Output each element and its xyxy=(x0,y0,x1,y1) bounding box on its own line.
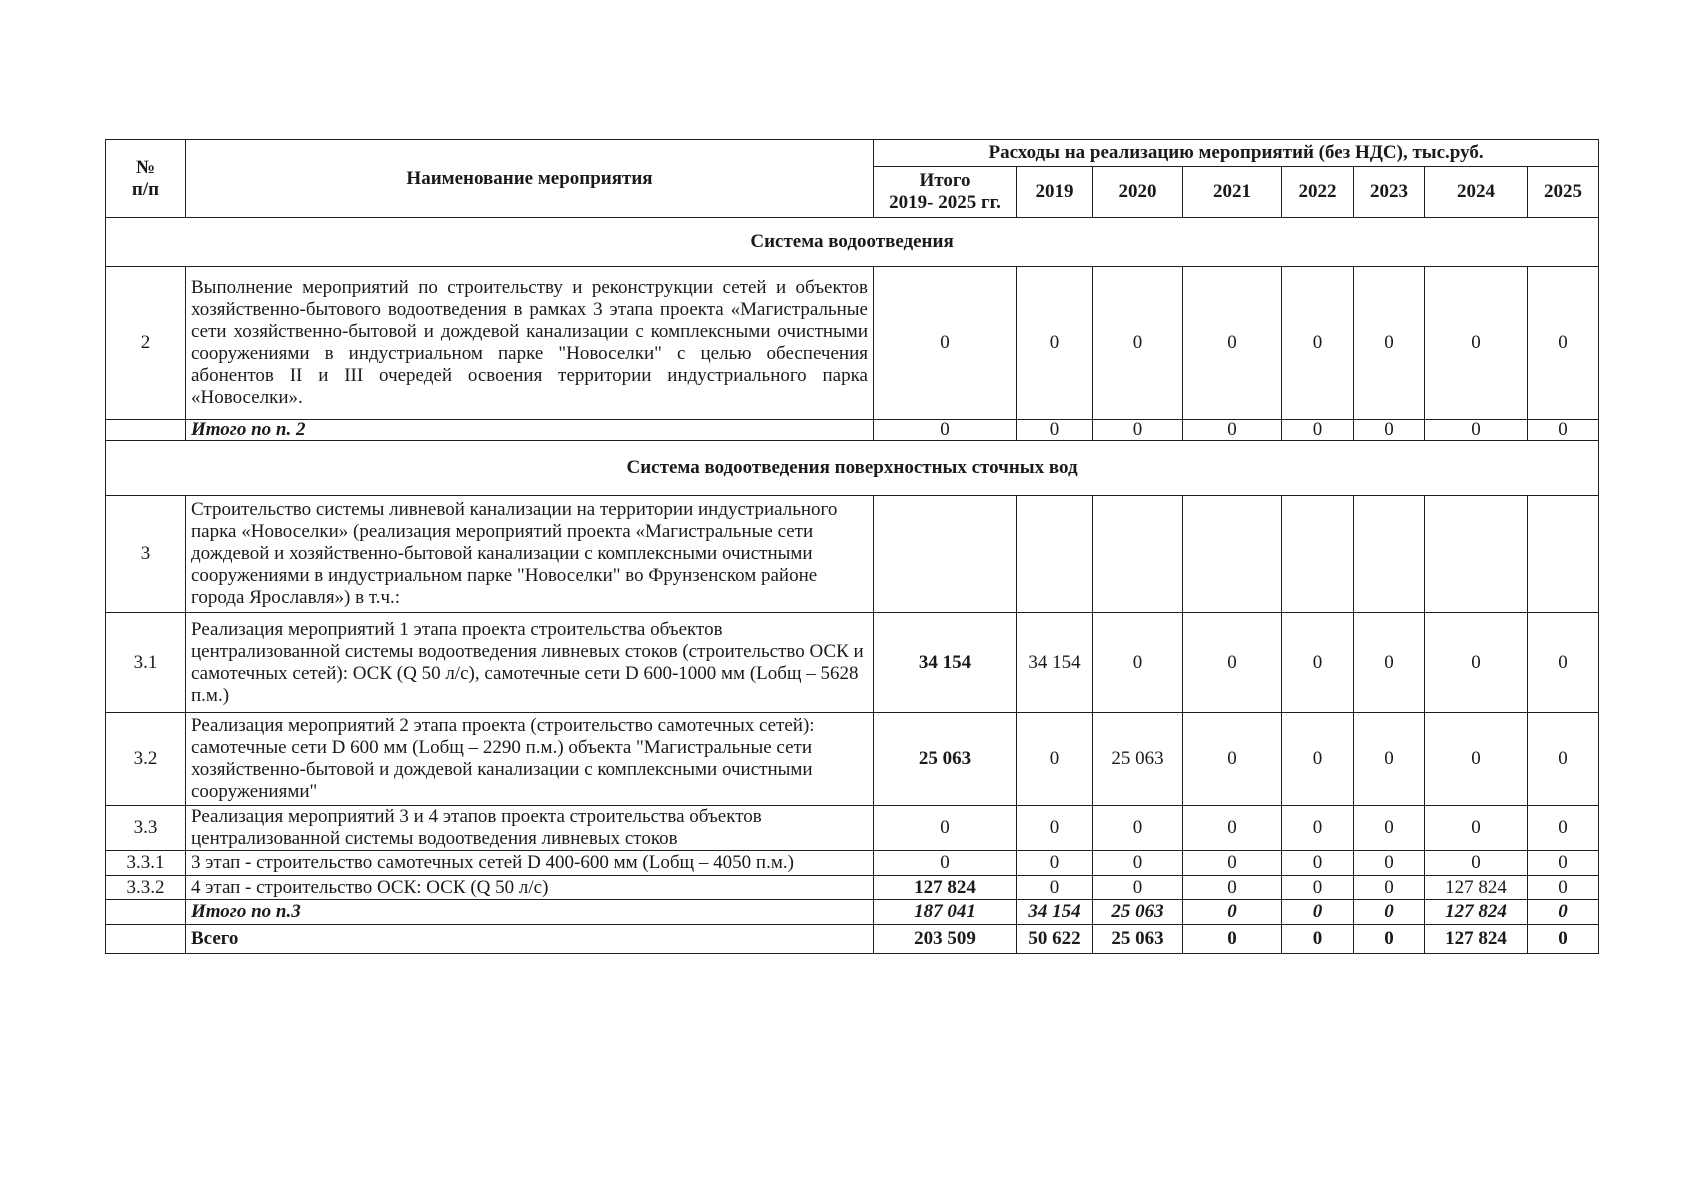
value-2022 xyxy=(1282,496,1354,613)
value-2022: 0 xyxy=(1282,267,1354,420)
value-2025: 0 xyxy=(1528,925,1599,954)
row-name: 3 этап - строительство самотечных сетей D 400-600 мм (Lобщ – 4050 п.м.) xyxy=(186,851,874,876)
value-2023: 0 xyxy=(1354,851,1425,876)
value-2023 xyxy=(1354,496,1425,613)
grand-total-label: Всего xyxy=(186,925,874,954)
row-name: 4 этап - строительство ОСК: ОСК (Q 50 л/с) xyxy=(186,876,874,900)
value-2021: 0 xyxy=(1183,806,1282,851)
value-2024: 0 xyxy=(1425,713,1528,806)
value-2025: 0 xyxy=(1528,420,1599,441)
value-2022: 0 xyxy=(1282,851,1354,876)
row-number: 3.3.1 xyxy=(106,851,186,876)
row-name: Реализация мероприятий 1 этапа проекта строительства объектов централизованной системы водоотведения ливневых стоков (строительство ОСК и самотечных сетей): ОСК (Q 50 л/с), самотечные сети D 600-1000 мм (Lобщ – 5628 п.м.) xyxy=(186,613,874,713)
grand-total-row xyxy=(106,925,1599,954)
value-2021: 0 xyxy=(1183,925,1282,954)
table-row xyxy=(106,851,1599,876)
value-2019: 34 154 xyxy=(1017,613,1093,713)
value-total: 0 xyxy=(874,806,1017,851)
value-total: 203 509 xyxy=(874,925,1017,954)
value-2023: 0 xyxy=(1354,876,1425,900)
header-year-2020: 2020 xyxy=(1093,167,1183,218)
subtotal-label: Итого по п.3 xyxy=(186,900,874,925)
subtotal-row xyxy=(106,900,1599,925)
empty-number-cell xyxy=(106,925,186,954)
value-total: 25 063 xyxy=(874,713,1017,806)
value-total: 0 xyxy=(874,851,1017,876)
row-name: Выполнение мероприятий по строительству и реконструкции сетей и объектов хозяйственно-бытового водоотведения в рамках 3 этапа проекта «Магистральные сети хозяйственно-бытовой и дождевой канализации с комплексными очистными сооружениями в индустриальном парке "Новоселки" с целью обеспечения абонентов II и III очередей освоения территории индустриального парка «Новоселки». xyxy=(186,267,874,420)
value-2019: 0 xyxy=(1017,713,1093,806)
subtotal-row xyxy=(106,420,1599,441)
value-2024: 127 824 xyxy=(1425,925,1528,954)
value-2022: 0 xyxy=(1282,900,1354,925)
value-2023: 0 xyxy=(1354,900,1425,925)
value-2020 xyxy=(1093,496,1183,613)
header-year-2024: 2024 xyxy=(1425,167,1528,218)
header-year-2019: 2019 xyxy=(1017,167,1093,218)
value-total: 187 041 xyxy=(874,900,1017,925)
value-2023: 0 xyxy=(1354,420,1425,441)
value-total: 0 xyxy=(874,420,1017,441)
value-2024: 127 824 xyxy=(1425,900,1528,925)
header-number-sign: № xyxy=(135,156,156,178)
value-2025: 0 xyxy=(1528,613,1599,713)
value-2019: 0 xyxy=(1017,806,1093,851)
table-row xyxy=(106,613,1599,713)
value-2021: 0 xyxy=(1183,267,1282,420)
value-2021: 0 xyxy=(1183,876,1282,900)
header-number-abbr: п/п xyxy=(131,178,160,200)
value-2022: 0 xyxy=(1282,713,1354,806)
header-activity-name: Наименование мероприятия xyxy=(186,140,874,218)
header-expenses: Расходы на реализацию мероприятий (без НДС), тыс.руб. xyxy=(874,140,1599,167)
value-2020: 0 xyxy=(1093,806,1183,851)
section-header-row xyxy=(106,441,1599,496)
value-2019: 0 xyxy=(1017,420,1093,441)
value-2024: 0 xyxy=(1425,267,1528,420)
value-2019: 0 xyxy=(1017,267,1093,420)
table-row xyxy=(106,267,1599,420)
value-2020: 25 063 xyxy=(1093,925,1183,954)
value-2024: 0 xyxy=(1425,420,1528,441)
value-2023: 0 xyxy=(1354,925,1425,954)
value-2023: 0 xyxy=(1354,267,1425,420)
row-number: 3.1 xyxy=(106,613,186,713)
expenses-table xyxy=(105,139,1599,954)
row-number: 3 xyxy=(106,496,186,613)
header-year-2022: 2022 xyxy=(1282,167,1354,218)
value-2025: 0 xyxy=(1528,876,1599,900)
row-number: 3.2 xyxy=(106,713,186,806)
value-2021: 0 xyxy=(1183,900,1282,925)
value-2025 xyxy=(1528,496,1599,613)
value-2020: 25 063 xyxy=(1093,713,1183,806)
table-row xyxy=(106,713,1599,806)
value-2021: 0 xyxy=(1183,851,1282,876)
row-number: 2 xyxy=(106,267,186,420)
empty-number-cell xyxy=(106,900,186,925)
row-name: Строительство системы ливневой канализации на территории индустриального парка «Новоселки» (реализация мероприятий проекта «Магистральные сети дождевой и хозяйственно-бытовой канализации с комплексными очистными сооружениями в индустриальном парке "Новоселки" во Фрунзенском районе города Ярославля») в т.ч.: xyxy=(186,496,874,613)
value-2025: 0 xyxy=(1528,900,1599,925)
row-name: Реализация мероприятий 3 и 4 этапов проекта строительства объектов централизованной системы водоотведения ливневых стоков xyxy=(186,806,874,851)
value-2020: 0 xyxy=(1093,876,1183,900)
value-2019: 50 622 xyxy=(1017,925,1093,954)
section-title: Система водоотведения поверхностных сточных вод xyxy=(106,441,1599,496)
header-total-period: 2019- 2025 гг. xyxy=(889,192,1001,213)
row-number: 3.3 xyxy=(106,806,186,851)
value-total: 127 824 xyxy=(874,876,1017,900)
value-2020: 0 xyxy=(1093,613,1183,713)
value-2020: 25 063 xyxy=(1093,900,1183,925)
header-row-top xyxy=(106,140,1599,167)
value-2024: 127 824 xyxy=(1425,876,1528,900)
value-2020: 0 xyxy=(1093,851,1183,876)
value-2024: 0 xyxy=(1425,613,1528,713)
header-total xyxy=(874,167,1017,218)
value-2021: 0 xyxy=(1183,713,1282,806)
value-2019: 0 xyxy=(1017,876,1093,900)
value-2024: 0 xyxy=(1425,806,1528,851)
section-header-row xyxy=(106,218,1599,267)
header-year-2021: 2021 xyxy=(1183,167,1282,218)
value-total: 0 xyxy=(874,267,1017,420)
value-2020: 0 xyxy=(1093,420,1183,441)
value-2023: 0 xyxy=(1354,806,1425,851)
value-2022: 0 xyxy=(1282,876,1354,900)
header-year-2025: 2025 xyxy=(1528,167,1599,218)
value-total xyxy=(874,496,1017,613)
table-row xyxy=(106,496,1599,613)
table-body xyxy=(106,218,1599,954)
value-2025: 0 xyxy=(1528,267,1599,420)
value-2019: 0 xyxy=(1017,851,1093,876)
empty-number-cell xyxy=(106,420,186,441)
value-total: 34 154 xyxy=(874,613,1017,713)
subtotal-label: Итого по п. 2 xyxy=(186,420,874,441)
row-number: 3.3.2 xyxy=(106,876,186,900)
value-2019: 34 154 xyxy=(1017,900,1093,925)
value-2021 xyxy=(1183,496,1282,613)
value-2025: 0 xyxy=(1528,713,1599,806)
header-number xyxy=(106,140,186,218)
value-2021: 0 xyxy=(1183,420,1282,441)
row-name: Реализация мероприятий 2 этапа проекта (строительство самотечных сетей): самотечные сети D 600 мм (Lобщ – 2290 п.м.) объекта "Магистральные сети хозяйственно-бытовой и дождевой канализации с комплексными очистными сооружениями" xyxy=(186,713,874,806)
value-2020: 0 xyxy=(1093,267,1183,420)
value-2025: 0 xyxy=(1528,806,1599,851)
value-2024: 0 xyxy=(1425,851,1528,876)
value-2022: 0 xyxy=(1282,806,1354,851)
value-2021: 0 xyxy=(1183,613,1282,713)
value-2023: 0 xyxy=(1354,613,1425,713)
table-row xyxy=(106,876,1599,900)
value-2022: 0 xyxy=(1282,613,1354,713)
value-2023: 0 xyxy=(1354,713,1425,806)
section-title: Система водоотведения xyxy=(106,218,1599,267)
value-2022: 0 xyxy=(1282,420,1354,441)
value-2022: 0 xyxy=(1282,925,1354,954)
value-2024 xyxy=(1425,496,1528,613)
header-year-2023: 2023 xyxy=(1354,167,1425,218)
header-total-label: Итого xyxy=(919,170,971,191)
value-2019 xyxy=(1017,496,1093,613)
value-2025: 0 xyxy=(1528,851,1599,876)
table-row xyxy=(106,806,1599,851)
